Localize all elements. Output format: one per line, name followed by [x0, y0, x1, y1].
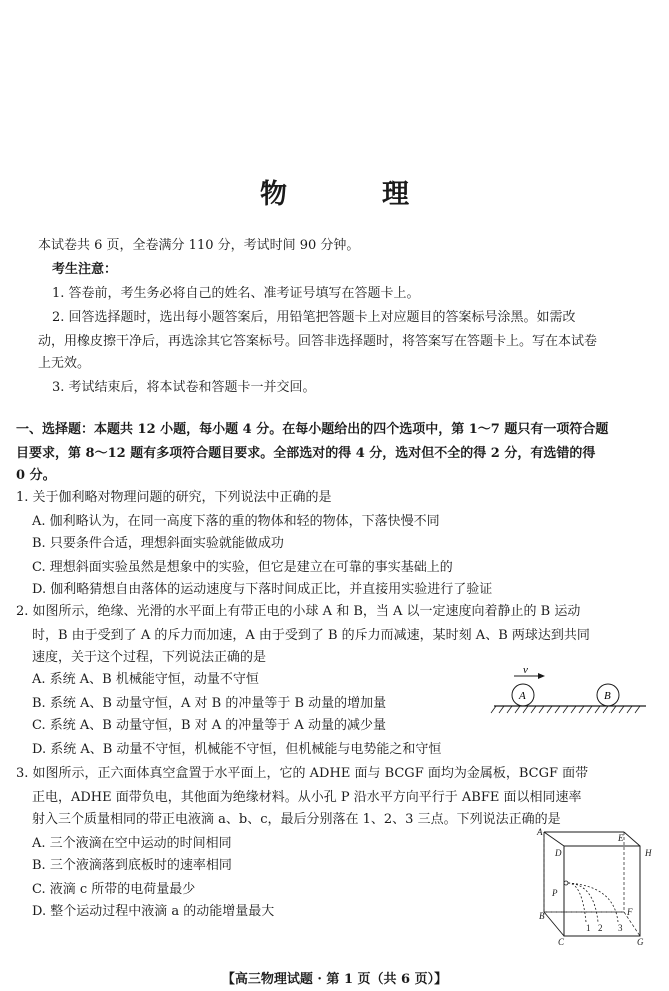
question-3-option-b: B. 三个液滴落到底板时的速率相同	[32, 858, 232, 873]
question-2-option-c: C. 系统 A、B 动量守恒，B 对 A 的冲量等于 A 动量的减少量	[32, 718, 386, 733]
question-1-option-a: A. 伽利略认为，在同一高度下落的重的物体和轻的物体，下落快慢不同	[32, 514, 440, 529]
ball-b-label: B	[604, 690, 611, 702]
question-1-stem: 1. 关于伽利略对物理问题的研究，下列说法中正确的是	[16, 490, 332, 505]
section-heading-line-2: 目要求，第 8～12 题有多项符合题目要求。全部选对的得 4 分，选对但不全的得 2 分，有选错的得	[16, 446, 596, 461]
vertex-f-label: F	[627, 907, 633, 917]
question-3-figure	[530, 826, 660, 950]
question-2-option-d: D. 系统 A、B 动量不守恒，机械能不守恒，但机械能与电势能之和守恒	[32, 742, 442, 757]
vertex-a-label: A	[537, 827, 543, 837]
vertex-b-label: B	[539, 911, 545, 921]
question-2-stem-line-2: 时，B 由于受到了 A 的斥力而加速，A 由于受到了 B 的斥力而减速，某时刻 A、B 两球达到共同	[32, 628, 590, 643]
question-3-stem-line-2: 正电，ADHE 面带负电，其他面为绝缘材料。从小孔 P 沿水平方向平行于 ABFE 面以相同速率	[32, 790, 582, 805]
ball-a-label: A	[519, 690, 526, 702]
point-1-label: 1	[586, 923, 591, 933]
notice-heading: 考生注意：	[52, 262, 118, 277]
question-3-option-a: A. 三个液滴在空中运动的时间相同	[32, 836, 232, 851]
section-heading-line-1: 一、选择题：本题共 12 小题，每小题 4 分。在每小题给出的四个选项中，第 1～7 题只有一项符合题	[16, 422, 609, 437]
point-3-label: 3	[618, 923, 623, 933]
velocity-label: v	[523, 664, 528, 676]
hole-p	[564, 881, 568, 885]
question-1-option-b: B. 只要条件合适，理想斜面实验就能做成功	[32, 536, 284, 551]
question-3-stem-line-1: 3. 如图所示，正六面体真空盒置于水平面上，它的 ADHE 面与 BCGF 面均为金属板，BCGF 面带	[16, 766, 589, 781]
page-footer: 【高三物理试题 · 第 1 页（共 6 页）】	[221, 972, 448, 987]
notice-2-line-1: 2. 回答选择题时，选出每小题答案后，用铅笔把答题卡上对应题目的答案标号涂黑。如需改	[52, 310, 576, 325]
question-3-option-c: C. 液滴 c 所带的电荷量最少	[32, 882, 196, 897]
question-2-figure	[490, 662, 650, 716]
notice-1: 1. 答卷前，考生务必将自己的姓名、准考证号填写在答题卡上。	[52, 286, 420, 301]
vertex-e-label: E	[618, 833, 624, 843]
notice-2-line-3: 上无效。	[38, 356, 91, 371]
hole-p-label: P	[552, 888, 558, 898]
notice-3: 3. 考试结束后，将本试卷和答题卡一并交回。	[52, 380, 316, 395]
question-2-option-a: A. 系统 A、B 机械能守恒，动量不守恒	[32, 672, 259, 687]
ground-hatching	[491, 706, 640, 713]
point-2-label: 2	[598, 923, 603, 933]
box-back-face	[544, 832, 624, 912]
section-heading-line-3: 0 分。	[16, 468, 56, 483]
vertex-g-label: G	[637, 937, 644, 947]
question-2-option-b: B. 系统 A、B 动量守恒，A 对 B 的冲量等于 B 动量的增加量	[32, 696, 387, 711]
vertex-h-label: H	[645, 848, 652, 858]
page-title: 物 理	[260, 179, 443, 210]
question-1-option-c: C. 理想斜面实验虽然是想象中的实验，但它是建立在可靠的事实基础上的	[32, 560, 453, 575]
question-3-option-d: D. 整个运动过程中液滴 a 的动能增量最大	[32, 904, 275, 919]
question-2-stem-line-3: 速度，关于这个过程，下列说法正确的是	[32, 650, 267, 665]
exam-info: 本试卷共 6 页，全卷满分 110 分，考试时间 90 分钟。	[38, 238, 360, 253]
vertex-d-label: D	[555, 848, 562, 858]
droplet-paths	[568, 883, 618, 922]
question-3-stem-line-3: 射入三个质量相同的带正电液滴 a、b、c，最后分别落在 1、2、3 三点。下列说法正确的是	[32, 812, 561, 827]
question-2-stem-line-1: 2. 如图所示，绝缘、光滑的水平面上有带正电的小球 A 和 B，当 A 以一定速度向着静止的 B 运动	[16, 604, 581, 619]
notice-2-line-2: 动，用橡皮擦干净后，再选涂其它答案标号。回答非选择题时，将答案写在答题卡上。写在本试卷	[38, 334, 598, 349]
question-1-option-d: D. 伽利略猜想自由落体的运动速度与下落时间成正比，并直接用实验进行了验证	[32, 582, 493, 597]
vertex-c-label: C	[558, 937, 565, 947]
